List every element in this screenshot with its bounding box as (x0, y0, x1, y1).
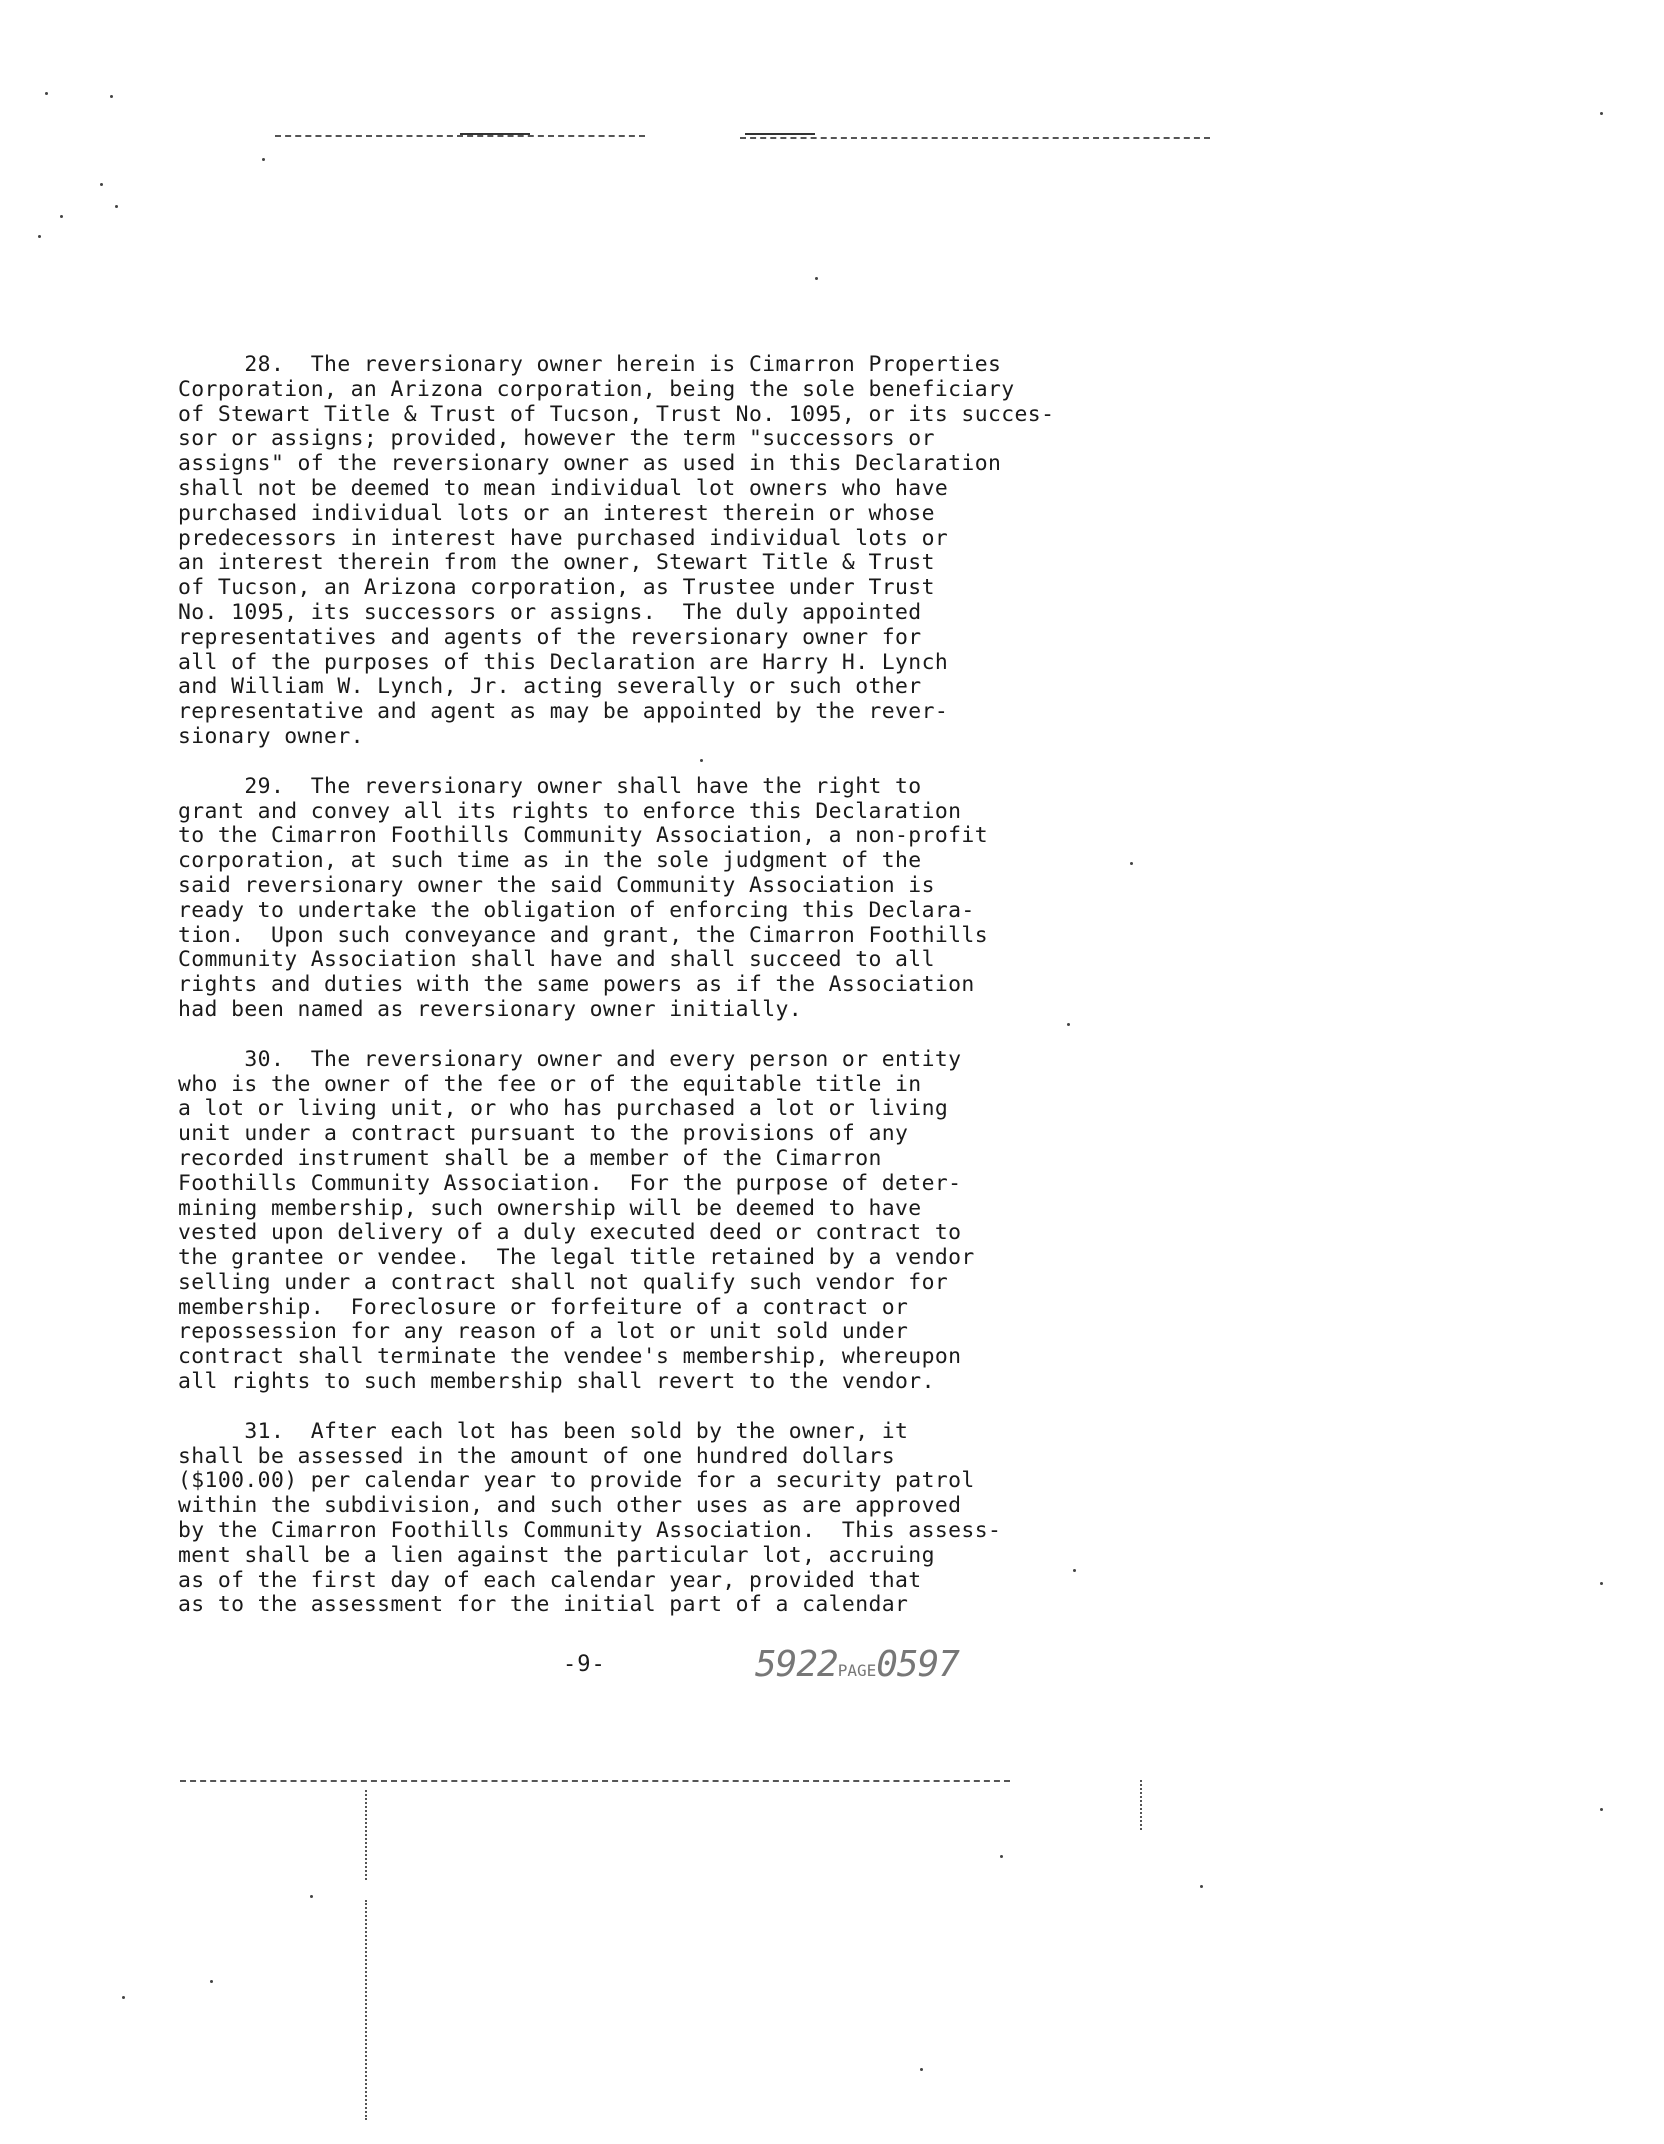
scan-artifact-right-dots (1140, 1780, 1142, 1830)
paragraph-29: 29. The reversionary owner shall have the right to grant and convey all its rights to enforce this Declaration to the Cimarron Foothills Community Association, a non-profit corporation, at such time as in the sole judgment of the said reversionary owner the said Community Association is ready to undertake the obligation of enforcing this Declara- tion. Upon such conveyance and grant, the Cimarron Foothills Community Association shall have and shall succeed to all rights and duties with the same powers as if the Association had been named as reversionary owner initially. (178, 773, 988, 1022)
scan-speck (1200, 1885, 1203, 1888)
scan-speck (100, 183, 103, 186)
scan-speck (815, 277, 818, 280)
page-number: -9- (563, 1652, 606, 1677)
scan-speck (1600, 1808, 1603, 1811)
scan-speck (60, 215, 63, 218)
scan-artifact-top-dash-right (745, 133, 815, 135)
book-number: 5922 (755, 1644, 838, 1685)
scan-speck (1600, 112, 1603, 115)
scan-artifact-vertical-dots-lower (365, 1900, 367, 2120)
scan-speck (920, 2068, 923, 2071)
stamp-page-number: 0597 (876, 1644, 959, 1685)
scan-speck (210, 1980, 213, 1983)
scan-speck (310, 1895, 313, 1898)
scan-speck (1600, 1582, 1603, 1585)
page-label: PAGE (837, 1661, 877, 1680)
book-page-stamp (755, 1644, 959, 1685)
declaration-text (178, 353, 1178, 1618)
scan-speck (1000, 1855, 1003, 1858)
scan-artifact-top-line (275, 135, 645, 137)
scan-artifact-top-line-right (740, 137, 1210, 139)
paragraph-31: 31. After each lot has been sold by the owner, it shall be assessed in the amount of one hundred dollars ($100.00) per calendar year to provide for a security patrol within the subdivision, and such other uses as are approved by the Cimarron Foothills Community Association. This assess- ment shall be a lien against the particular lot, accruing as of the first day of each calendar year, provided that as to the assessment for the initial part of a calendar (178, 1418, 1002, 1618)
scan-speck (262, 158, 265, 161)
paragraph-30: 30. The reversionary owner and every person or entity who is the owner of the fee or of the equitable title in a lot or living unit, or who has purchased a lot or living unit under a contract pursuant to the provisions of any recorded instrument shall be a member of the Cimarron Foothills Community Association. For the purpose of deter- mining membership, such ownership will be deemed to have vested upon delivery of a duly executed deed or contract to the grantee or vendee. The legal title retained by a vendor selling under a contract shall not qualify such vendor for membership. Foreclosure or forfeiture of a contract or repossession for any reason of a lot or unit sold under contract shall terminate the vendee's membership, whereupon all rights to such membership shall revert to the vendor. (178, 1046, 975, 1395)
paragraph-28: 28. The reversionary owner herein is Cimarron Properties Corporation, an Arizona corporation, being the sole beneficiary of Stewart Title & Trust of Tucson, Trust No. 1095, or its succes- sor or assigns; provided, however the term "successors or assigns" of the reversionary owner as used in this Declaration shall not be deemed to mean individual lot owners who have purchased individual lots or an interest therein or whose predecessors in interest have purchased individual lots or an interest therein from the owner, Stewart Title & Trust of Tucson, an Arizona corporation, as Trustee under Trust No. 1095, its successors or assigns. The duly appointed representatives and agents of the reversionary owner for all of the purposes of this Declaration are Harry H. Lynch and William W. Lynch, Jr. acting severally or such other representative and agent as may be appointed by the rever- sionary owner. (178, 352, 1055, 749)
scan-speck (122, 1996, 125, 1999)
scan-speck (45, 92, 48, 95)
scan-speck (38, 235, 41, 238)
scan-artifact-vertical-dots (365, 1790, 367, 1880)
scan-artifact-bottom-line (180, 1780, 1010, 1782)
scan-speck (110, 95, 113, 98)
scan-speck (115, 205, 118, 208)
scan-artifact-top-dash (460, 133, 530, 135)
